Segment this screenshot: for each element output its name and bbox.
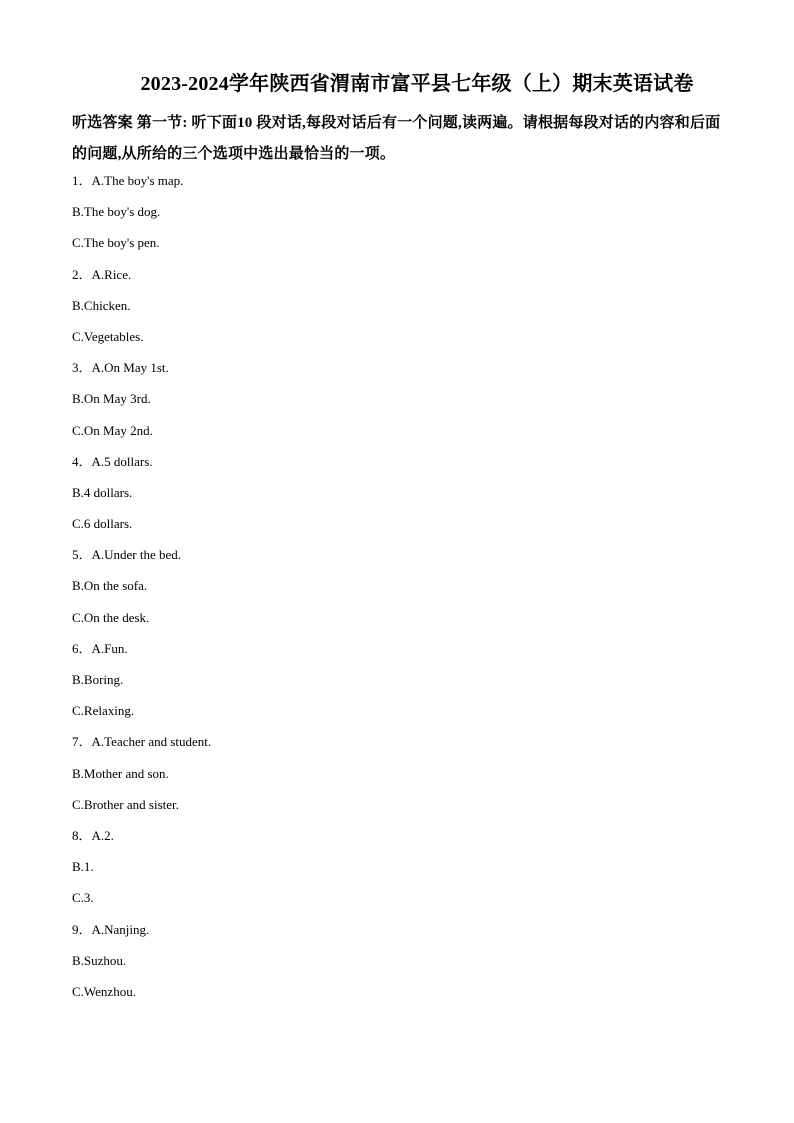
option-a-text: A.On May 1st. [91, 360, 169, 376]
option-a-text: A.Nanjing. [91, 921, 150, 937]
option-a-text: A.5 dollars. [91, 453, 153, 469]
question-number: 9． [72, 921, 92, 937]
option-c: C.Brother and sister. [72, 796, 179, 812]
option-c: C.On the desk. [72, 609, 150, 625]
option-b: B.Boring. [72, 672, 124, 687]
question-item [72, 640, 732, 734]
question-number: 2． [72, 266, 92, 282]
option-a [72, 640, 732, 671]
option-a [72, 733, 732, 764]
option-a [72, 266, 732, 297]
option-c: C.6 dollars. [72, 516, 133, 532]
question-item [72, 733, 732, 827]
option-a-text: A.Teacher and student. [91, 734, 212, 750]
option-c: C.Relaxing. [72, 703, 135, 719]
option-b: B.4 dollars. [72, 484, 133, 500]
question-item [72, 172, 732, 266]
section-instruction: 听选答案 第一节: 听下面10 段对话,每段对话后有一个问题,读两遍。请根据每段对话的内容和后面的问题,从所给的三个选项中选出最恰当的一项。 [72, 115, 721, 162]
question-item [72, 921, 732, 1015]
option-a [72, 827, 732, 858]
question-list [72, 172, 732, 1014]
question-number: 3． [72, 360, 92, 376]
question-number: 4． [72, 453, 92, 469]
option-a-text: A.2. [91, 827, 114, 843]
question-item [72, 266, 732, 360]
question-item [72, 546, 732, 640]
option-a [72, 453, 732, 484]
option-a-text: A.The boy's map. [91, 173, 184, 188]
option-a-text: A.Rice. [91, 266, 132, 282]
option-b: B.The boy's dog. [72, 204, 161, 220]
option-a [72, 172, 732, 203]
option-b: B.Suzhou. [72, 952, 127, 968]
option-a [72, 546, 732, 577]
question-number: 6． [72, 640, 92, 656]
question-item [72, 827, 732, 921]
question-number: 7． [72, 734, 92, 750]
option-a [72, 921, 732, 952]
question-item [72, 359, 732, 453]
option-b: B.On May 3rd. [72, 391, 151, 407]
question-number: 5． [72, 547, 92, 563]
question-number: 1． [72, 173, 92, 188]
question-number: 8． [72, 827, 92, 843]
option-c: C.3. [72, 890, 94, 906]
option-a-text: A.Fun. [91, 640, 128, 656]
option-a-text: A.Under the bed. [91, 547, 182, 563]
option-a [72, 359, 732, 390]
option-c: C.On May 2nd. [72, 422, 153, 438]
option-c: C.Vegetables. [72, 328, 144, 344]
option-c: C.Wenzhou. [72, 983, 136, 999]
option-b: B.Mother and son. [72, 765, 169, 781]
question-item [72, 453, 732, 547]
page-title: 2023-2024学年陕西省渭南市富平县七年级（上）期末英语试卷 [140, 73, 694, 95]
option-b: B.1. [72, 859, 94, 875]
option-b: B.Chicken. [72, 297, 131, 313]
option-c: C.The boy's pen. [72, 235, 160, 251]
option-b: B.On the sofa. [72, 578, 148, 594]
